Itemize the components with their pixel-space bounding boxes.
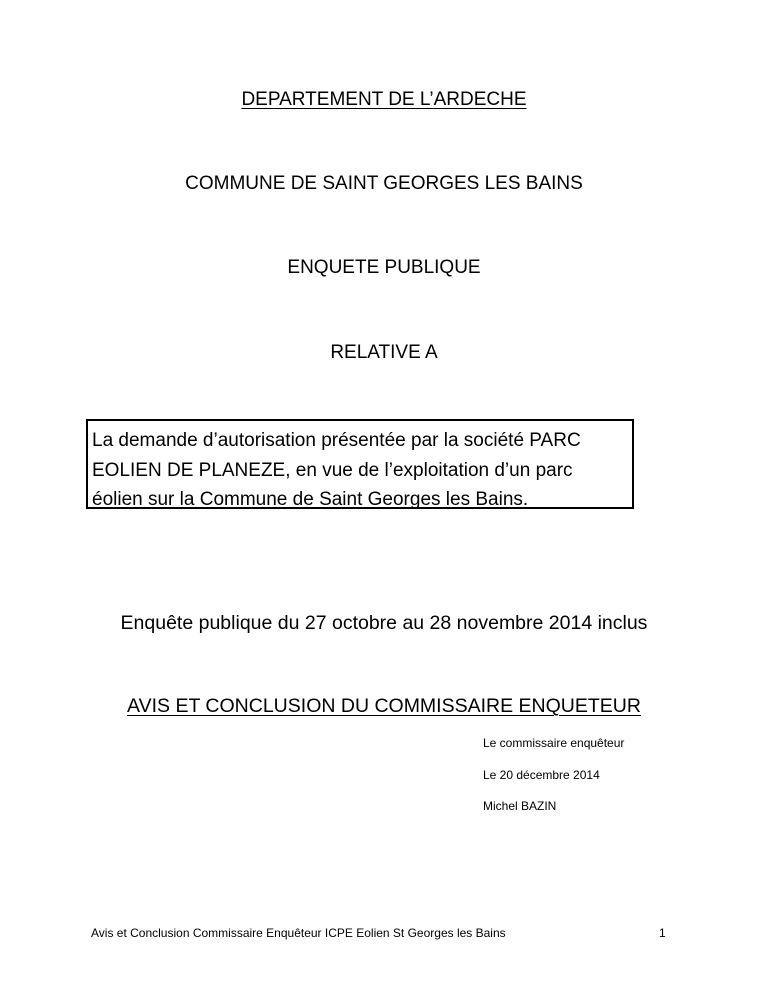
conclusion-title: AVIS ET CONCLUSION DU COMMISSAIRE ENQUETEUR — [127, 695, 641, 717]
commune-heading: COMMUNE DE SAINT GEORGES LES BAINS — [185, 173, 583, 194]
enquete-dates: Enquête publique du 27 octobre au 28 novembre 2014 inclus — [120, 612, 648, 634]
enquete-heading: ENQUETE PUBLIQUE — [287, 257, 481, 278]
footer-text: Avis et Conclusion Commissaire Enquêteur ICPE Eolien St Georges les Bains — [91, 926, 506, 940]
relative-heading: RELATIVE A — [330, 342, 438, 363]
signature-name: Michel BAZIN — [483, 799, 557, 813]
department-heading: DEPARTEMENT DE L’ARDECHE — [241, 89, 527, 110]
page-number: 1 — [659, 926, 666, 940]
subject-line: La demande d’autorisation présentée par la société PARC — [92, 430, 581, 451]
signature-role: Le commissaire enquêteur — [483, 736, 625, 750]
subject-box — [86, 419, 634, 509]
subject-line: éolien sur la Commune de Saint Georges les Bains. — [92, 489, 529, 510]
subject-line: EOLIEN DE PLANEZE, en vue de l’exploitation d’un parc — [92, 459, 573, 481]
signature-date: Le 20 décembre 2014 — [483, 768, 600, 782]
